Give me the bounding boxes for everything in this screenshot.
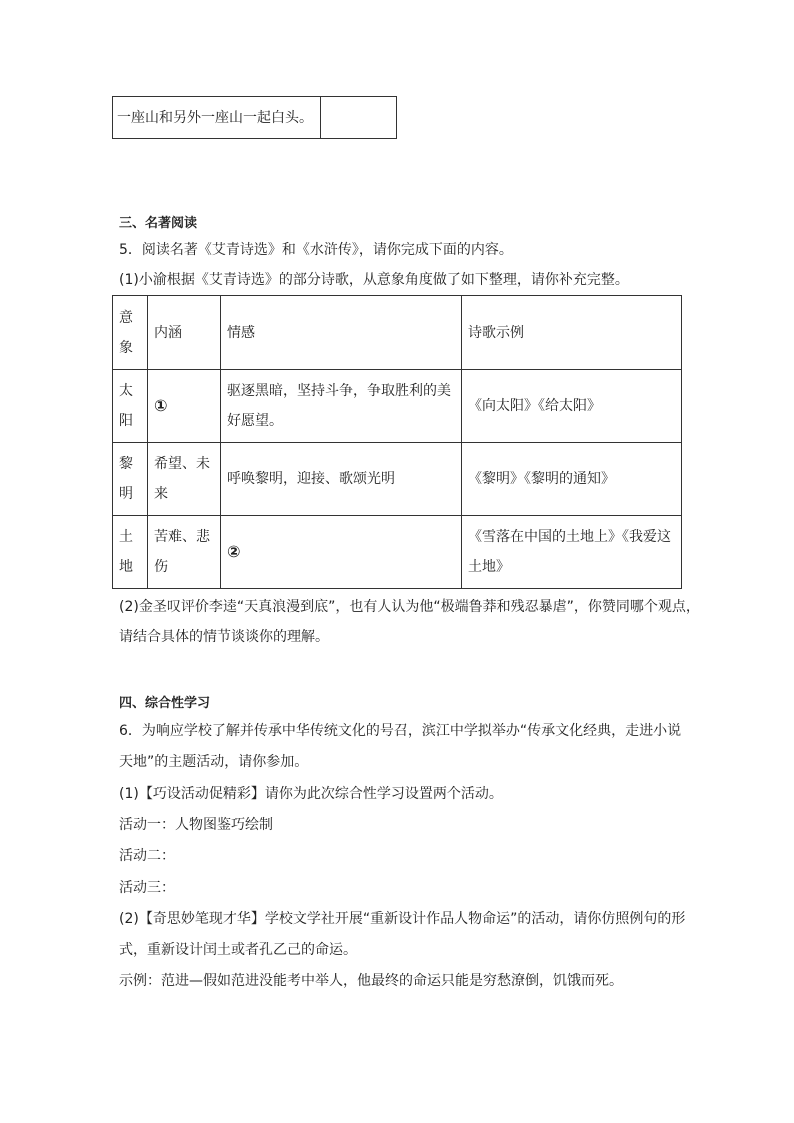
header-meaning: 内涵 <box>148 296 221 370</box>
cell-example: 《雪落在中国的土地上》《我爱这土地》 <box>462 516 682 589</box>
cell-example: 《向太阳》《给太阳》 <box>462 370 682 443</box>
question-6-2-line2: 式，重新设计闰土或者孔乙己的命运。 <box>119 942 357 958</box>
top-answer-table <box>112 96 397 139</box>
section3-heading: 三、名著阅读 <box>119 216 198 231</box>
imagery-table <box>112 295 682 589</box>
table-row <box>113 443 682 516</box>
table-header-row <box>113 296 682 370</box>
cell-image: 黎明 <box>113 443 148 516</box>
question-6-1: (1)【巧设活动促精彩】请你为此次综合性学习设置两个活动。 <box>119 786 503 802</box>
section4-heading: 四、综合性学习 <box>119 696 211 711</box>
cell-image: 土地 <box>113 516 148 589</box>
header-example: 诗歌示例 <box>462 296 682 370</box>
activity-2: 活动二： <box>119 848 175 864</box>
top-table-text-cell: 一座山和另外一座山一起白头。 <box>113 97 321 139</box>
cell-emotion-blank[interactable]: ② <box>221 516 462 589</box>
cell-emotion: 呼唤黎明，迎接、歌颂光明 <box>221 443 462 516</box>
question-6-line2: 天地”的主题活动，请你参加。 <box>119 754 309 770</box>
question-5-2-line2: 请结合具体的情节谈谈你的理解。 <box>119 629 329 645</box>
header-image: 意象 <box>113 296 148 370</box>
question-5-1: (1)小渝根据《艾青诗选》的部分诗歌，从意象角度做了如下整理，请你补充完整。 <box>119 272 629 288</box>
question-6-line1: 6．为响应学校了解并传承中华传统文化的号召，滨江中学拟举办“传承文化经典，走进小说 <box>119 723 682 739</box>
question-6-2-line1: (2)【奇思妙笔现才华】学校文学社开展“重新设计作品人物命运”的活动，请你仿照例句的形 <box>119 911 686 927</box>
header-emotion: 情感 <box>221 296 462 370</box>
cell-example: 《黎明》《黎明的通知》 <box>462 443 682 516</box>
activity-1: 活动一：人物图鉴巧绘制 <box>119 817 273 833</box>
table-row <box>113 370 682 443</box>
question-5: 5．阅读名著《艾青诗选》和《水浒传》，请你完成下面的内容。 <box>119 242 513 258</box>
cell-meaning: 希望、未来 <box>148 443 221 516</box>
cell-meaning: 苦难、悲伤 <box>148 516 221 589</box>
cell-image: 太阳 <box>113 370 148 443</box>
question-5-2-line1: (2)金圣叹评价李逵“天真浪漫到底”，也有人认为他“极端鲁莽和残忍暴虐”，你赞同哪个观点， <box>119 599 700 615</box>
cell-emotion: 驱逐黑暗，坚持斗争，争取胜利的美好愿望。 <box>221 370 462 443</box>
table-row <box>113 516 682 589</box>
top-table-blank-cell[interactable] <box>320 97 396 139</box>
cell-meaning-blank[interactable]: ① <box>148 370 221 443</box>
activity-3: 活动三： <box>119 880 175 896</box>
example-text: 示例：范进—假如范进没能考中举人，他最终的命运只能是穷愁潦倒，饥饿而死。 <box>119 973 623 989</box>
